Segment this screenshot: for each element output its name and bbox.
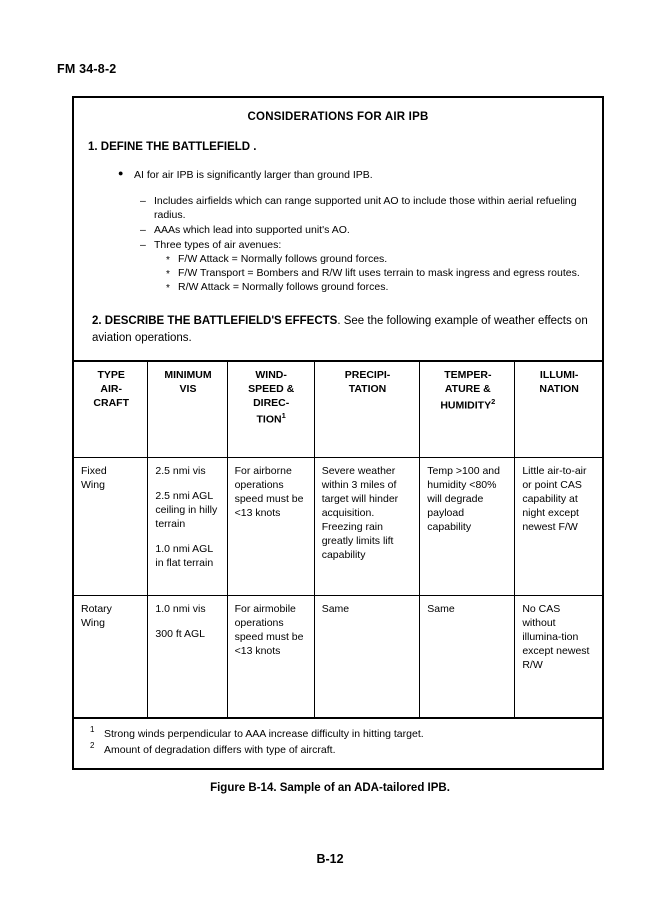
figure-caption: Figure B-14. Sample of an ADA-tailored IPB. — [210, 782, 450, 794]
footnote-marker-1: 1 — [281, 411, 286, 421]
air-avenue-types — [140, 253, 602, 295]
dash-item: – AAAs which lead into supported unit's AO. — [140, 224, 602, 238]
cell-paragraph: 1.0 nmi vis — [155, 603, 206, 616]
header-line: MINIMUM — [164, 369, 212, 382]
cell-paragraph: 1.0 nmi AGL in flat terrain — [155, 543, 214, 570]
header-line: TION — [256, 413, 282, 426]
footnote-text: Strong winds perpendicular to AAA increase difficulty in hitting target. — [104, 728, 424, 741]
cell-line: Fixed — [81, 465, 107, 478]
header-line: TATION — [348, 383, 387, 396]
header-line-with-footnote — [235, 411, 308, 427]
column-header-type-aircraft — [74, 361, 148, 458]
section-1-bullet-text: AI for air IPB is significantly larger than ground IPB. — [134, 169, 373, 181]
header-line: DIREC- — [253, 397, 290, 410]
cell-illumination — [515, 596, 602, 718]
cell-paragraph: Same — [427, 603, 455, 616]
footnote-marker-2: 2 — [491, 397, 496, 407]
table-footnotes — [74, 718, 602, 767]
star-list — [166, 253, 602, 295]
header-line: SPEED & — [248, 383, 295, 396]
header-line: ATURE & — [444, 383, 491, 396]
footnote — [90, 727, 592, 742]
section-1-bullet — [118, 169, 602, 181]
cell-paragraph: Little air-to-air or point CAS capability at night except newest F/W — [522, 465, 587, 534]
table-row — [74, 596, 602, 718]
section-2-title: 2. DESCRIBE THE BATTLEFIELD'S EFFECTS — [92, 315, 338, 328]
box-title: CONSIDERATIONS FOR AIR IPB — [247, 111, 429, 123]
section-2-rest: . See the following example of weather effects on aviation operations. — [92, 315, 588, 344]
section-1-dash-list — [140, 195, 602, 295]
star-item: * F/W Attack = Normally follows ground forces. — [166, 253, 602, 267]
cell-paragraph: 300 ft AGL — [155, 628, 206, 641]
page-number: B-12 — [316, 852, 344, 866]
cell-illumination — [515, 458, 602, 596]
header-line: TEMPER- — [444, 369, 492, 382]
column-header-illumination — [515, 361, 602, 458]
considerations-box — [72, 96, 604, 770]
dash-item: – Includes airfields which can range supported unit AO to include those within aerial refueling radius. — [140, 195, 602, 223]
header-line: AIR- — [100, 383, 122, 396]
cell-temperature-humidity — [420, 458, 515, 596]
header-line: NATION — [539, 383, 579, 396]
column-header-minimum-vis — [148, 361, 227, 458]
cell-temperature-humidity — [420, 596, 515, 718]
weather-effects-table — [74, 360, 602, 718]
cell-precipitation — [314, 458, 420, 596]
column-header-windspeed-direction — [227, 361, 314, 458]
footnote-number: 1 — [90, 725, 95, 735]
footnote — [90, 740, 592, 758]
cell-line: Wing — [81, 479, 105, 492]
cell-type-aircraft — [74, 596, 148, 718]
header-line: WIND- — [255, 369, 287, 382]
cell-paragraph: Same — [321, 603, 350, 616]
table-row — [74, 458, 602, 596]
dash-item: – Three types of air avenues: — [140, 239, 602, 253]
cell-windspeed — [227, 458, 314, 596]
header-line: CRAFT — [93, 397, 129, 410]
footnote-text: Amount of degradation differs with type of aircraft. — [104, 743, 336, 756]
section-1-heading: 1. DEFINE THE BATTLEFIELD . — [88, 141, 257, 153]
star-item: * F/W Transport = Bombers and R/W lift uses terrain to mask ingress and egress routes. — [166, 267, 602, 281]
cell-line: Wing — [81, 617, 105, 630]
cell-minimum-vis — [148, 596, 227, 718]
cell-type-aircraft — [74, 458, 148, 596]
header-line: TYPE — [97, 369, 125, 382]
header-line: HUMIDITY — [440, 399, 492, 412]
header-line: ILLUMI- — [539, 369, 579, 382]
footnote-number: 2 — [90, 740, 95, 750]
cell-paragraph: 2.5 nmi vis — [155, 465, 206, 478]
cell-line: Rotary — [81, 603, 112, 616]
column-header-temperature-humidity — [420, 361, 515, 458]
header-line: PRECIPI- — [344, 369, 391, 382]
column-header-precipitation — [314, 361, 420, 458]
cell-paragraph: Severe weather within 3 miles of target will hinder acquisition. Freezing rain greatly limits lift capability — [321, 465, 399, 562]
cell-paragraph: For airborne operations speed must be <13 knots — [234, 465, 304, 520]
cell-precipitation — [314, 596, 420, 718]
cell-paragraph: No CAS without illumina-tion except newest R/W — [522, 603, 590, 672]
document-header: FM 34-8-2 — [57, 62, 117, 76]
table-header-row — [74, 361, 602, 458]
cell-paragraph: For airmobile operations speed must be <13 knots — [234, 603, 304, 658]
header-line: VIS — [179, 383, 197, 396]
cell-paragraph: 2.5 nmi AGL ceiling in hilly terrain — [155, 490, 218, 531]
cell-paragraph: Temp >100 and humidity <80% will degrade payload capability — [427, 465, 500, 534]
cell-windspeed — [227, 596, 314, 718]
star-item: * R/W Attack = Normally follows ground forces. — [166, 281, 602, 295]
cell-minimum-vis — [148, 458, 227, 596]
header-line-with-footnote — [427, 397, 508, 413]
section-2-heading — [92, 313, 602, 346]
